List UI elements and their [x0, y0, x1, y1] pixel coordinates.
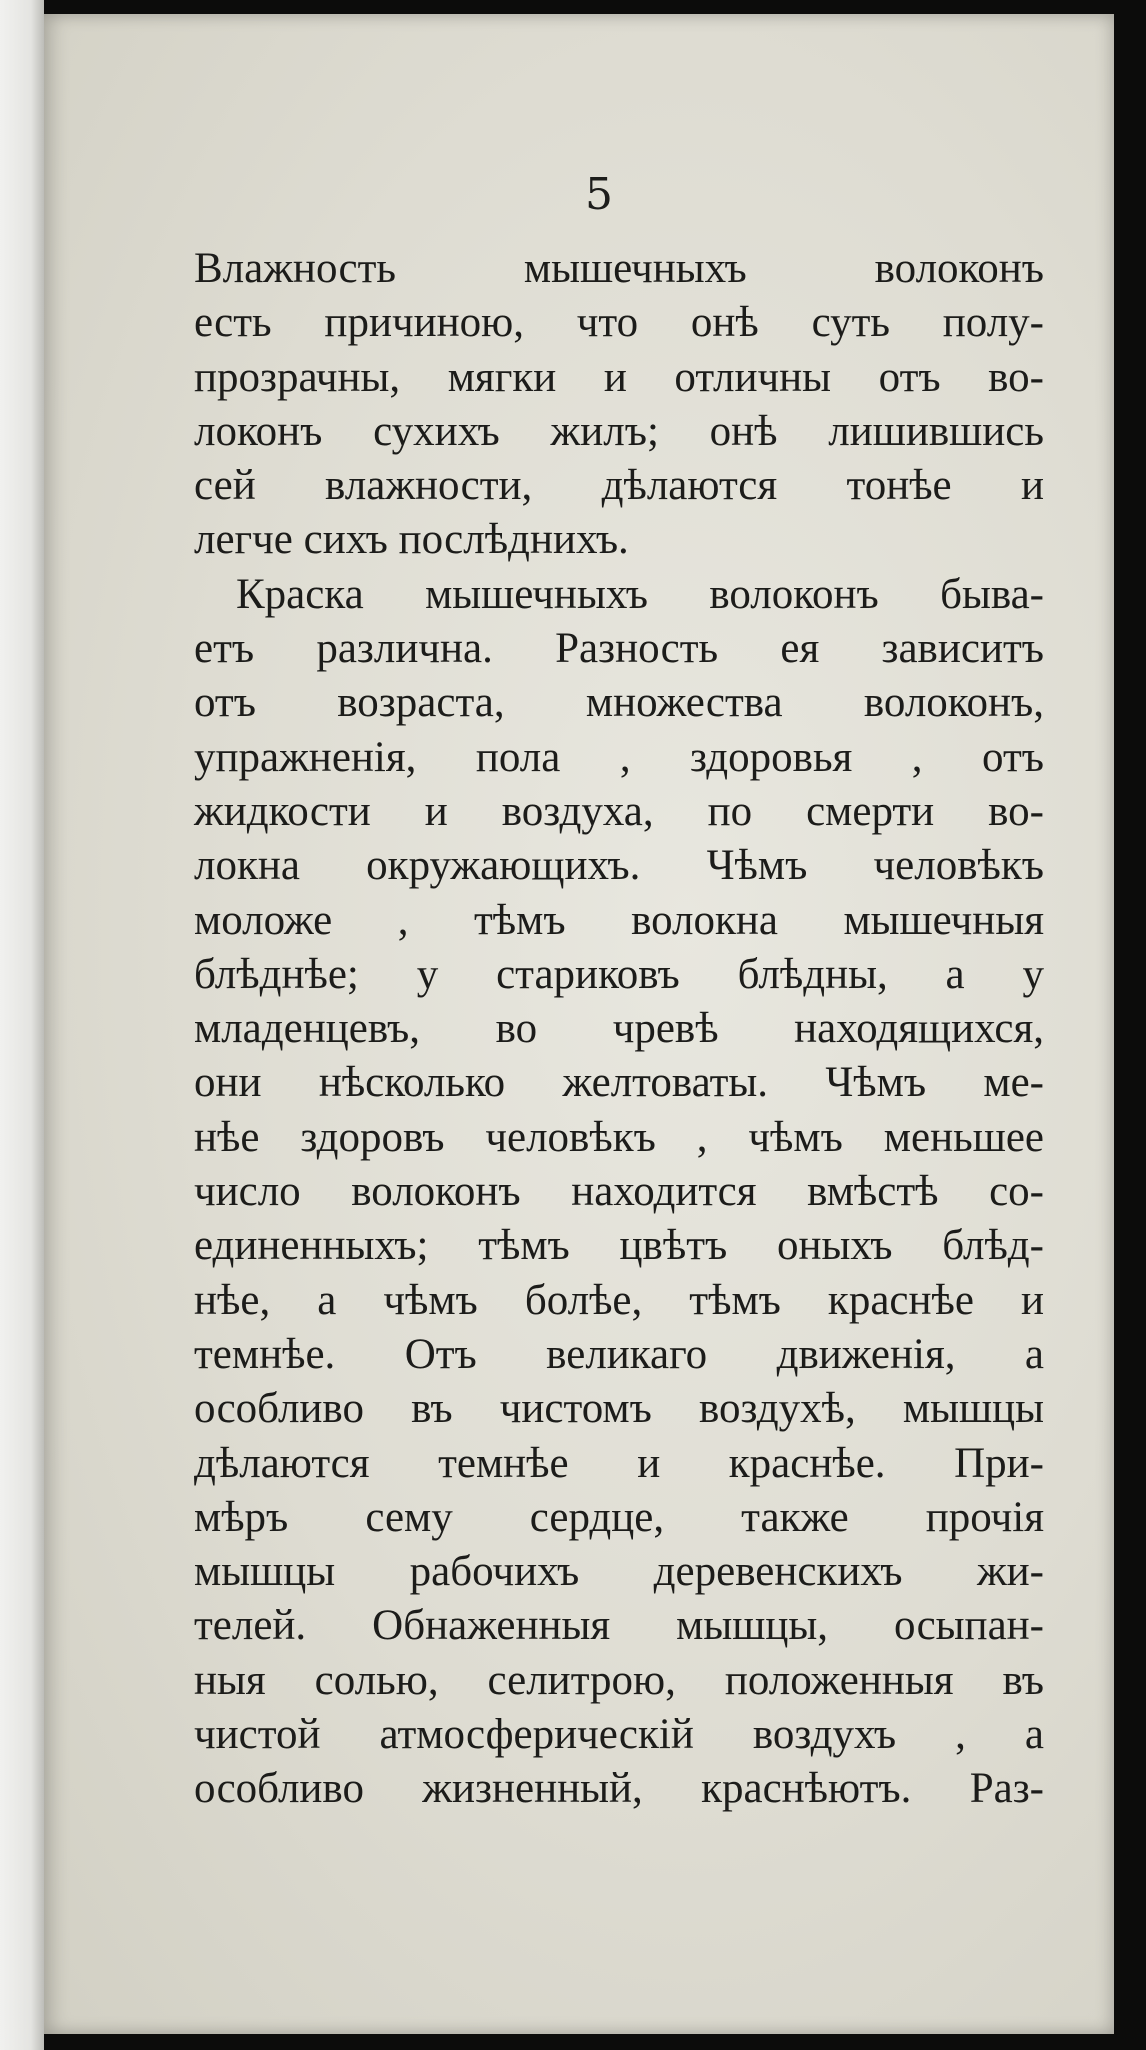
text-line: моложе , тѣмъ волокна мышечныя: [194, 896, 1044, 944]
text-line: ныя солью, селитрою, положенныя въ: [194, 1656, 1044, 1704]
text-line: телей. Обнаженныя мышцы, осыпан-: [194, 1602, 1044, 1650]
text-line: единенныхъ; тѣмъ цвѣтъ оныхъ блѣд-: [194, 1222, 1044, 1270]
text-line: есть причиною, что онѣ суть полу-: [194, 299, 1044, 347]
text-line: упражненія, пола , здоровья , отъ: [194, 733, 1044, 781]
text-line: отъ возраста, множества волоконъ,: [194, 679, 1044, 727]
text-line: число волоконъ находится вмѣстѣ со-: [194, 1168, 1044, 1216]
text-line: Влажность мышечныхъ волоконъ: [194, 245, 1044, 292]
text-line: особливо въ чистомъ воздухѣ, мышцы: [194, 1385, 1044, 1433]
text-line: прозрачны, мягки и отличны отъ во-: [194, 353, 1044, 401]
text-line: они нѣсколько желтоваты. Чѣмъ ме-: [194, 1059, 1044, 1107]
body-text: [194, 242, 1044, 1817]
text-line: локна окружающихъ. Чѣмъ человѣкъ: [194, 842, 1044, 890]
text-line: етъ различна. Разность ея зависитъ: [194, 625, 1044, 673]
text-line: локонъ сухихъ жилъ; онѣ лишившись: [194, 407, 1044, 455]
book-page: [44, 14, 1114, 2034]
text-line: чистой атмосферическій воздухъ , а: [194, 1711, 1044, 1759]
page-number: 5: [585, 169, 613, 220]
text-line: блѣднѣе; у стариковъ блѣдны, а у: [194, 950, 1044, 998]
text-line: Краска мышечныхъ волоконъ быва-: [236, 570, 1044, 618]
text-line: особливо жизненный, краснѣютъ. Раз-: [194, 1765, 1044, 1813]
text-line: нѣе здоровъ человѣкъ , чѣмъ меньшее: [194, 1113, 1044, 1161]
text-line: сей влажности, дѣлаются тонѣе и: [194, 462, 1044, 510]
page-edge: [0, 0, 44, 2050]
text-line: мышцы рабочихъ деревенскихъ жи-: [194, 1548, 1044, 1596]
text-line: темнѣе. Отъ великаго движенія, а: [194, 1330, 1044, 1378]
text-line: дѣлаются темнѣе и краснѣе. При-: [194, 1439, 1044, 1487]
text-line: жидкости и воздуха, по смерти во-: [194, 787, 1044, 835]
text-line: легче сихъ послѣднихъ.: [194, 516, 629, 564]
text-line: нѣе, а чѣмъ болѣе, тѣмъ краснѣе и: [194, 1276, 1044, 1324]
text-line: младенцевъ, во чревѣ находящихся,: [194, 1005, 1044, 1053]
text-line: мѣръ сему сердце, также прочія: [194, 1493, 1044, 1541]
